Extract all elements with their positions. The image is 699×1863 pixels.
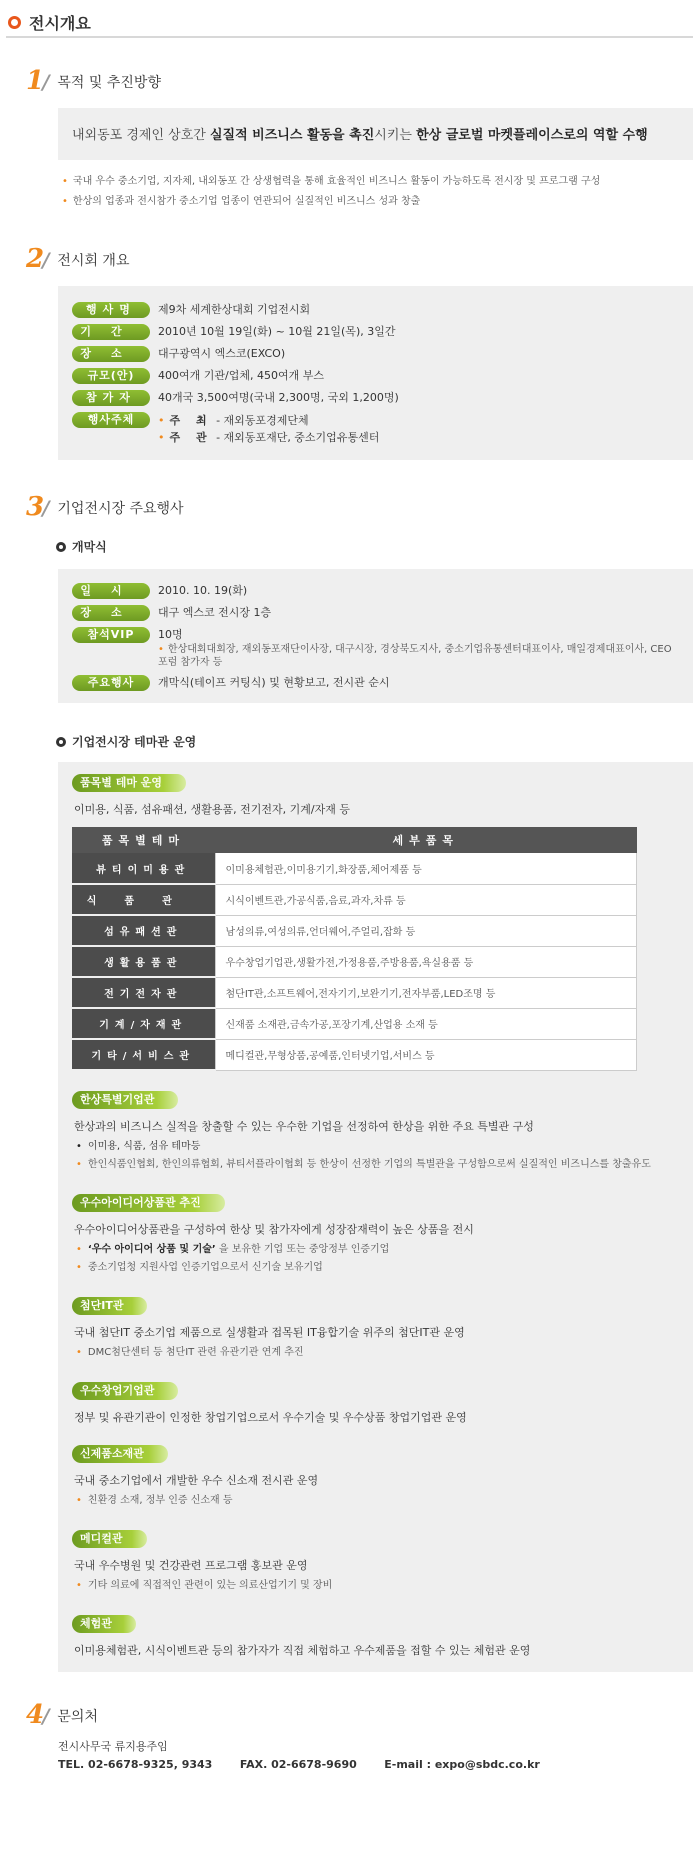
table-cell-detail: 이미용체험관,이미용기기,화장품,체어제품 등 [215,853,637,884]
contact-email[interactable]: E-mail : expo@sbdc.co.kr [384,1758,540,1771]
theme-block [72,1382,679,1425]
table-row [72,1008,637,1039]
info-label: 일시 [72,583,150,599]
table-row [72,1039,637,1070]
info-label: 장소 [72,346,150,362]
info-row [72,346,679,362]
table-cell-detail: 메디컬관,무형상품,공예품,인터넷기업,서비스 등 [215,1039,637,1070]
section-1-header [6,68,693,94]
organizer-item: • 주 관 - 재외동포재단, 중소기업유통센터 [158,429,379,446]
table-cell-detail: 신재품 소재관,금속가공,포장기계,산업용 소재 등 [215,1008,637,1039]
theme-list [76,1241,679,1277]
vip-note: • 한상대회대회장, 재외동포재단이사장, 대구시장, 경상북도지사, 중소기업유통센터대표이사, 매일경제대표이사, CEO포럼 참가자 등 [158,643,679,669]
theme-block [72,1194,679,1277]
info-label: 행사명 [72,302,150,318]
info-label: 장소 [72,605,150,621]
info-value: 40개국 3,500여명(국내 2,300명, 국외 1,200명) [158,391,399,404]
table-cell-category: 생활용품관 [72,946,215,977]
contact-tel: TEL. 02-6678-9325, 9343 [58,1758,213,1771]
theme-item: • 한인식품인협회, 한인의류협회, 뷰티서플라이협회 등 한상이 선정한 기업의 특별관을 구성함으로써 실질적인 비즈니스를 창출유도 [76,1156,679,1174]
theme-desc: 이미용, 식품, 섬유패션, 생활용품, 전기전자, 기계/자재 등 [74,803,350,816]
overview-box [58,286,693,460]
info-label: 기간 [72,324,150,340]
theme-tag: 체험관 [72,1615,136,1633]
theme-tag: 품목별 테마 운영 [72,774,186,792]
contact-info [58,1738,693,1774]
section-2-header [6,246,693,272]
theme-desc: 정부 및 유관기관이 인정한 창업기업으로서 우수기술 및 우수상품 창업기업관 운영 [74,1411,467,1424]
theme-tag: 우수아이디어상품관 추진 [72,1194,225,1212]
table-cell-category: 기타/서비스관 [72,1039,215,1070]
info-row [72,390,679,406]
theme-header [56,733,693,750]
theme-desc: 국내 중소기업에서 개발한 우수 신소재 전시관 운영 [74,1474,319,1487]
table-header: 세부품목 [215,827,637,853]
theme-item: • ‘우수 아이디어 상품 및 기술’ 을 보유한 기업 또는 중앙정부 인증기업 [76,1241,679,1259]
theme-list [76,1344,679,1362]
section-4-header [6,1702,693,1728]
host-item: • 주 최 - 재외동포경제단체 [158,412,379,429]
info-row [72,368,679,384]
theme-title: 기업전시장 테마관 운영 [72,735,197,749]
host-list [158,412,379,446]
table-header-row [72,827,637,853]
theme-block [72,1445,679,1510]
info-row [72,605,679,621]
theme-block [72,1091,679,1174]
table-cell-detail: 우수창업기업관,생활가전,가정용품,주방용품,욕실용품 등 [215,946,637,977]
section-3-title: 기업전시장 주요행사 [57,501,184,517]
theme-item: • 중소기업청 지원사업 인증기업으로서 신기술 보유기업 [76,1259,679,1277]
theme-list [76,1492,679,1510]
theme-desc: 한상과의 비즈니스 실적을 창출할 수 있는 우수한 기업을 선정하여 한상을 위한 주요 특별관 구성 [74,1120,534,1133]
info-value: 2010년 10월 19일(화) ~ 10월 21일(목), 3일간 [158,325,396,338]
info-label: 참가자 [72,390,150,406]
info-label: 행사주체 [72,412,150,428]
page-header [6,8,693,38]
info-value: 제9차 세계한상대회 기업전시회 [158,303,311,316]
page-title: 전시개요 [29,13,91,33]
table-row [72,853,637,884]
theme-tag: 신제품소재관 [72,1445,168,1463]
theme-list [76,1138,679,1174]
theme-tag: 메디컬관 [72,1530,147,1548]
purpose-bullet: • 한상의 업종과 전시참가 중소기업 업종이 연관되어 실질적인 비즈니스 성과 창출 [62,192,693,212]
table-cell-category: 기계/자재관 [72,1008,215,1039]
theme-desc: 우수아이디어상품관을 구성하여 한상 및 참가자에게 성장잠재력이 높은 상품을 전시 [74,1223,474,1236]
theme-desc: 국내 우수병원 및 건강관련 프로그램 홍보관 운영 [74,1559,308,1572]
table-cell-detail: 시식이벤트관,가공식품,음료,과자,차류 등 [215,884,637,915]
info-row [72,627,679,669]
section-2-title: 전시회 개요 [57,253,130,269]
table-row [72,946,637,977]
purpose-statement: 내외동포 경제인 상호간 실질적 비즈니스 활동을 촉진시키는 한상 글로벌 마켓플레이스로의 역할 수행 [72,128,648,143]
contact-fax: FAX. 02-6678-9690 [239,1758,357,1771]
theme-table [72,827,637,1071]
ring-icon [8,16,21,29]
theme-box [58,762,693,1672]
info-label: 참석VIP [72,627,150,643]
info-row [72,302,679,318]
theme-block [72,774,679,1071]
theme-block [72,1297,679,1362]
section-1-number: 1/ [26,66,50,96]
theme-item: • 이미용, 식품, 섬유 테마등 [76,1138,679,1156]
table-cell-detail: 첨단IT관,소프트웨어,전자기기,보완기기,전자부품,LED조명 등 [215,977,637,1008]
theme-desc: 이미용체험관, 시식이벤트관 등의 참가자가 직접 체험하고 우수제품을 접할 수 있는 체험관 운영 [74,1644,531,1657]
table-cell-category: 전기전자관 [72,977,215,1008]
opening-header [56,538,693,555]
theme-tag: 우수창업기업관 [72,1382,178,1400]
info-value: 대구 엑스코 전시장 1층 [158,606,272,619]
bullet-ring-icon [56,737,66,747]
theme-item: • 기타 의료에 직접적인 관련이 있는 의료산업기기 및 장비 [76,1577,679,1595]
info-row [72,324,679,340]
table-row [72,884,637,915]
theme-block [72,1615,679,1658]
vip-detail [158,627,679,669]
info-label: 주요행사 [72,675,150,691]
table-header: 품목별테마 [72,827,215,853]
info-row [72,675,679,691]
purpose-bullets [62,172,693,212]
theme-list [76,1577,679,1595]
theme-block [72,1530,679,1595]
table-cell-category: 뷰티이미용관 [72,853,215,884]
purpose-box [58,108,693,160]
info-row [72,412,679,446]
contact-person: 전시사무국 류지용주임 [58,1740,168,1753]
section-4-number: 4/ [26,1700,50,1730]
table-cell-category: 식품관 [72,884,215,915]
section-2-number: 2/ [26,244,50,274]
info-value: 대구광역시 엑스코(EXCO) [158,347,286,360]
opening-title: 개막식 [72,540,107,554]
theme-desc: 국내 첨단IT 중소기업 제품으로 실생활과 접목된 IT융합기술 위주의 첨단IT관 운영 [74,1326,465,1339]
theme-item: • DMC첨단센터 등 첨단IT 관련 유관기관 연계 추진 [76,1344,679,1362]
bullet-ring-icon [56,542,66,552]
info-label: 규모(안) [72,368,150,384]
theme-item: • 친환경 소재, 정부 인증 신소재 등 [76,1492,679,1510]
theme-tag: 한상특별기업관 [72,1091,178,1109]
section-3-header [6,494,693,520]
contact-numbers [58,1756,693,1774]
opening-box [58,569,693,703]
section-4-title: 문의처 [57,1709,98,1725]
table-row [72,977,637,1008]
table-row [72,915,637,946]
info-value: 10명 [158,628,183,641]
section-1-title: 목적 및 추진방향 [57,75,161,91]
theme-tag: 첨단IT관 [72,1297,147,1315]
table-cell-category: 섬유패션관 [72,915,215,946]
info-value: 400여개 기관/업체, 450여개 부스 [158,369,324,382]
info-value: 2010. 10. 19(화) [158,584,248,597]
table-cell-detail: 남성의류,여성의류,언더웨어,주얼리,잡화 등 [215,915,637,946]
section-3-number: 3/ [26,492,50,522]
purpose-bullet: • 국내 우수 중소기업, 지자체, 내외동포 간 상생협력을 통해 효율적인 비즈니스 활동이 가능하도록 전시장 및 프로그램 구성 [62,172,693,192]
info-row [72,583,679,599]
info-value: 개막식(테이프 커팅식) 및 현황보고, 전시관 순시 [158,676,390,689]
